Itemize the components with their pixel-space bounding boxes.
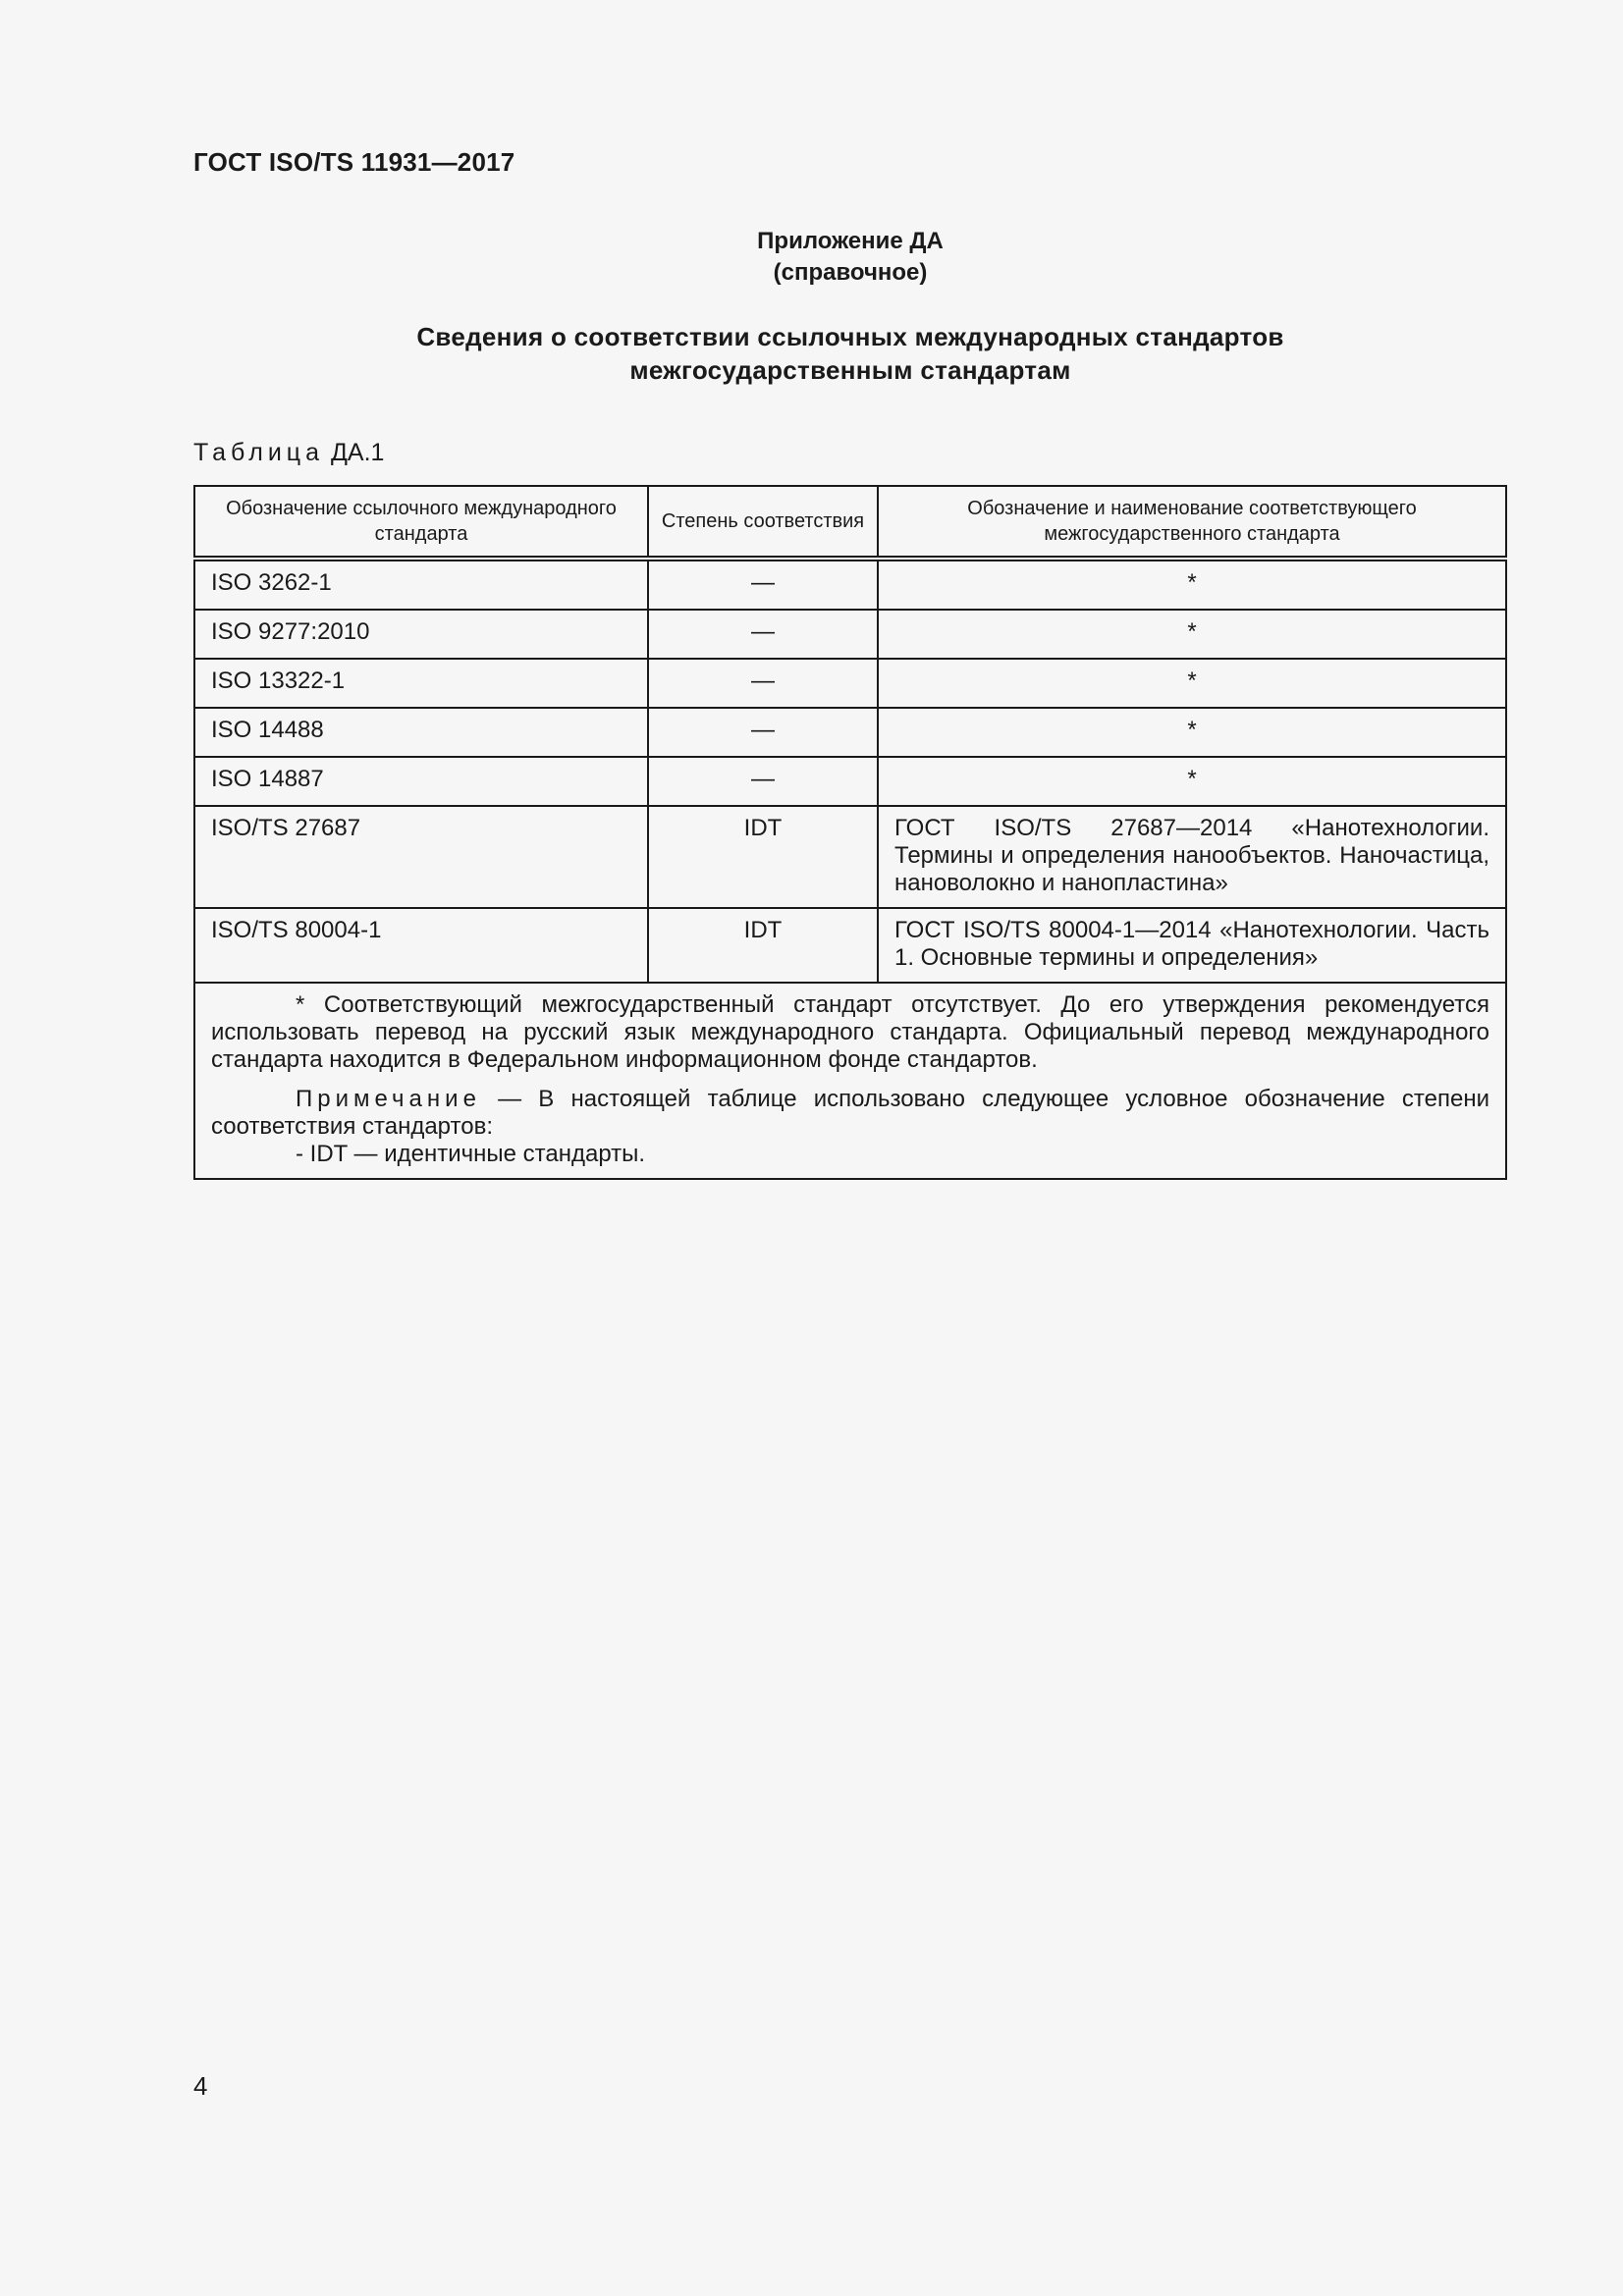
cell-national-standard: * <box>878 708 1506 757</box>
cell-designation: ISO 14488 <box>194 708 648 757</box>
table-row <box>194 908 1506 983</box>
section-title-line2: межгосударственным стандартам <box>629 355 1071 385</box>
annex-kind: (справочное) <box>773 259 928 286</box>
table-header-row <box>194 486 1506 559</box>
cell-national-standard: * <box>878 659 1506 708</box>
cell-national-standard: * <box>878 757 1506 806</box>
header-national-standard: Обозначение и наименование соответствующего межгосударственного стандарта <box>878 486 1506 559</box>
table-notes-row <box>194 983 1506 1179</box>
cell-designation: ISO 3262-1 <box>194 559 648 610</box>
cell-degree: — <box>648 757 878 806</box>
section-title-line1: Сведения о соответствии ссылочных международных стандартов <box>416 322 1284 351</box>
note-label: Примечание <box>296 1086 481 1112</box>
cell-national-standard: ГОСТ ISO/TS 27687—2014 «Нанотехнологии. Термины и определения нанообъектов. Наночастица, нановолокно и нанопластина» <box>878 806 1506 908</box>
page-number: 4 <box>193 2071 208 2101</box>
table-row <box>194 659 1506 708</box>
cell-designation: ISO/TS 27687 <box>194 806 648 908</box>
table-row <box>194 806 1506 908</box>
section-title <box>193 320 1507 387</box>
note-text: — В настоящей таблице использовано следующее условное обозначение степени соответствия стандартов: <box>211 1086 1489 1140</box>
footnote: * Соответствующий межгосударственный стандарт отсутствует. До его утверждения рекомендуется использовать перевод на русский язык международного стандарта. Официальный перевод международного стандарта находится в Федеральном информационном фонде стандартов. <box>211 991 1489 1073</box>
table-row <box>194 757 1506 806</box>
note <box>211 1086 1489 1141</box>
header-designation: Обозначение ссылочного международного стандарта <box>194 486 648 559</box>
cell-degree: IDT <box>648 806 878 908</box>
cell-designation: ISO 13322-1 <box>194 659 648 708</box>
cell-designation: ISO/TS 80004-1 <box>194 908 648 983</box>
table-row <box>194 610 1506 659</box>
cell-national-standard: * <box>878 610 1506 659</box>
annex-heading <box>193 226 1507 289</box>
cell-degree: — <box>648 559 878 610</box>
table-row <box>194 559 1506 610</box>
header-degree: Степень соответствия <box>648 486 878 559</box>
standards-table <box>193 485 1507 1180</box>
cell-degree: IDT <box>648 908 878 983</box>
table-notes <box>194 983 1506 1179</box>
cell-designation: ISO 14887 <box>194 757 648 806</box>
cell-degree: — <box>648 659 878 708</box>
cell-national-standard: * <box>878 559 1506 610</box>
cell-degree: — <box>648 610 878 659</box>
table-caption-number: ДА.1 <box>330 439 385 466</box>
annex-title: Приложение ДА <box>757 228 944 254</box>
table-caption-word: Таблица <box>193 439 325 466</box>
table-caption <box>193 439 384 467</box>
cell-national-standard: ГОСТ ISO/TS 80004-1—2014 «Нанотехнологии. Часть 1. Основные термины и определения» <box>878 908 1506 983</box>
table-row <box>194 708 1506 757</box>
cell-designation: ISO 9277:2010 <box>194 610 648 659</box>
cell-degree: — <box>648 708 878 757</box>
note-item: - IDT — идентичные стандарты. <box>296 1141 646 1167</box>
document-code: ГОСТ ISO/TS 11931—2017 <box>193 147 515 177</box>
